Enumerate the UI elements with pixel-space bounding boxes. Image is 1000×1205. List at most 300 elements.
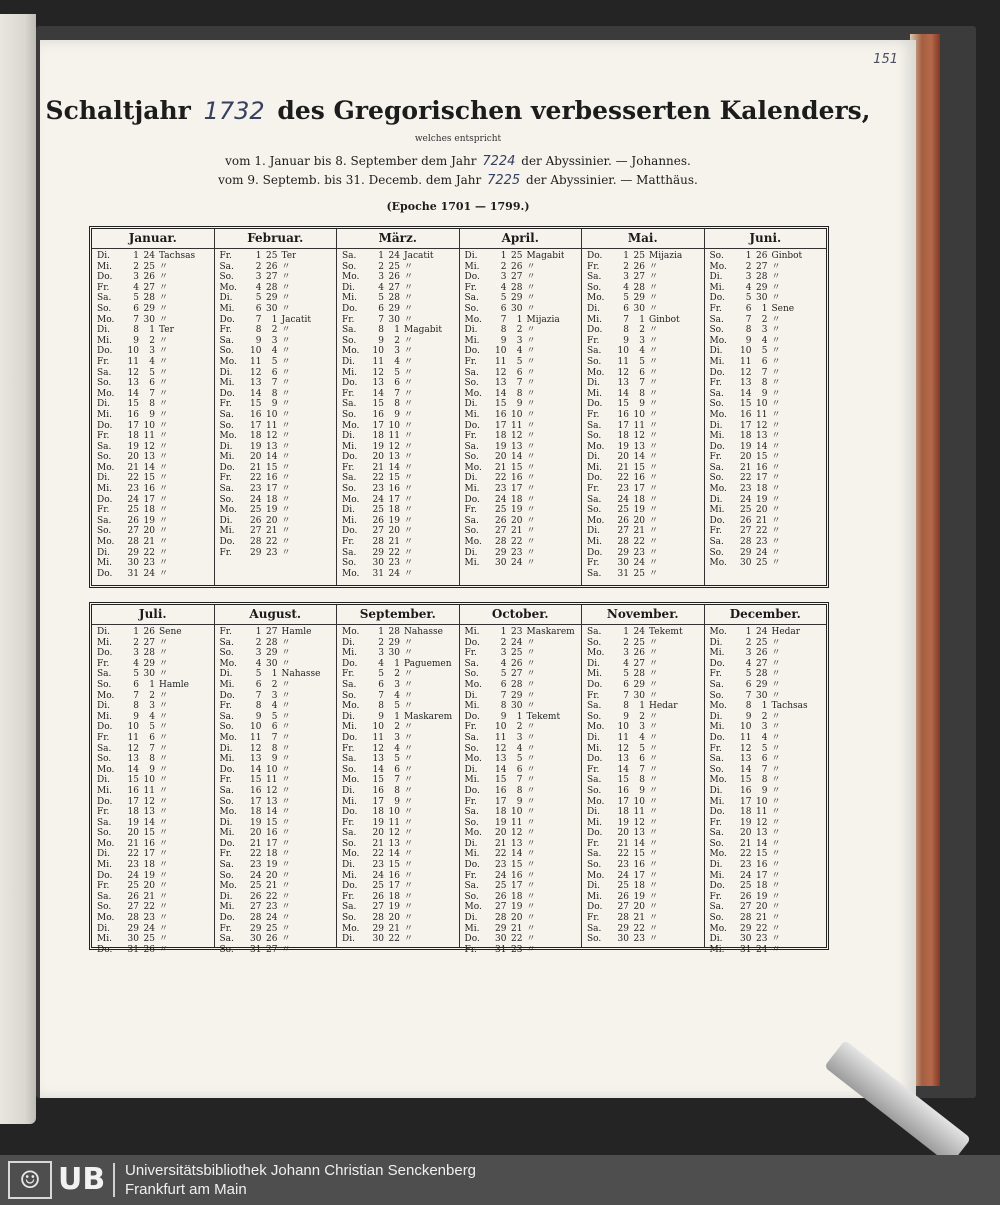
month-column xyxy=(92,229,215,585)
day-row xyxy=(92,336,214,347)
day-cell: 28 xyxy=(127,537,139,548)
weekday-cell: Mi. xyxy=(464,558,480,569)
day-row xyxy=(705,892,827,903)
ethiopian-month-cell: 〃 xyxy=(526,817,536,828)
ethiopian-month-cell: 〃 xyxy=(159,462,169,473)
day-row xyxy=(337,304,459,315)
weekday-cell: Sa. xyxy=(464,658,479,669)
ethiopian-month-cell: 〃 xyxy=(526,807,536,818)
day-cell: 6 xyxy=(378,303,384,314)
day-cell: 13 xyxy=(740,754,752,765)
day-cell: 26 xyxy=(372,891,384,902)
ethiopian-month-cell: 〃 xyxy=(771,764,781,775)
day-cell: 26 xyxy=(740,515,752,526)
ethiopian-month-cell: 〃 xyxy=(771,558,781,569)
day-cell: 26 xyxy=(250,515,262,526)
day-cell: 17 xyxy=(372,420,384,431)
ethiopian-month-cell: 〃 xyxy=(404,701,414,712)
ethiopian-month-cell: 〃 xyxy=(649,881,659,892)
ethiopian-day-cell: 10 xyxy=(266,409,278,420)
ethiopian-month-cell: 〃 xyxy=(404,785,414,796)
day-cell: 16 xyxy=(617,785,629,796)
ethiopian-month-cell: 〃 xyxy=(404,367,414,378)
day-cell: 31 xyxy=(740,944,752,955)
day-cell: 26 xyxy=(127,891,139,902)
ethiopian-month-cell: 〃 xyxy=(771,473,781,484)
day-row xyxy=(582,410,704,421)
ethiopian-day-cell: 2 xyxy=(761,711,768,722)
day-row xyxy=(460,797,582,808)
day-row xyxy=(337,924,459,935)
weekday-cell: Mo. xyxy=(219,807,237,818)
ethiopian-month-cell: 〃 xyxy=(649,817,659,828)
ethiopian-month-cell: 〃 xyxy=(159,558,169,569)
day-cell: 24 xyxy=(250,870,262,881)
ethiopian-month-cell: 〃 xyxy=(281,261,291,272)
day-row xyxy=(460,293,582,304)
ethiopian-day-cell: 28 xyxy=(511,282,523,293)
ethiopian-month-cell: Paguemen xyxy=(404,658,452,669)
ethiopian-month-cell: Tachsas xyxy=(159,251,196,261)
weekday-cell: Mi. xyxy=(342,293,357,304)
day-row xyxy=(705,473,827,484)
ethiopian-day-cell: 19 xyxy=(633,505,645,516)
ethiopian-day-cell: 29 xyxy=(756,282,768,293)
day-row xyxy=(460,346,582,357)
ethiopian-day-cell: 3 xyxy=(271,335,278,346)
ethiopian-month-cell: 〃 xyxy=(526,484,536,495)
day-cell: 9 xyxy=(378,711,384,722)
ethiopian-month-cell: 〃 xyxy=(649,732,659,743)
day-cell: 30 xyxy=(250,934,262,945)
weekday-cell: Fr. xyxy=(464,505,477,516)
day-row xyxy=(92,262,214,273)
month-column xyxy=(460,229,583,585)
day-cell: 4 xyxy=(133,282,139,293)
ethiopian-month-cell: 〃 xyxy=(404,335,414,346)
day-row xyxy=(215,495,337,506)
day-row xyxy=(92,389,214,400)
day-row xyxy=(460,924,582,935)
ethiopian-day-cell: 25 xyxy=(266,251,278,261)
day-row xyxy=(92,325,214,336)
ethiopian-month-cell: 〃 xyxy=(649,409,659,420)
day-row xyxy=(92,516,214,527)
ethiopian-day-cell: 5 xyxy=(149,367,155,378)
weekday-cell: Mi. xyxy=(709,648,725,659)
ethiopian-day-cell: 4 xyxy=(149,711,155,722)
day-cell: 21 xyxy=(127,462,139,473)
day-row xyxy=(215,262,337,273)
ethiopian-month-cell: Magabit xyxy=(526,251,565,261)
ethiopian-month-cell: 〃 xyxy=(526,754,536,765)
weekday-cell: Do. xyxy=(97,420,113,431)
day-row xyxy=(460,410,582,421)
weekday-cell: Di. xyxy=(464,913,478,924)
ethiopian-month-cell: 〃 xyxy=(281,860,291,871)
day-cell: 27 xyxy=(740,526,752,537)
weekday-cell: So. xyxy=(464,303,479,314)
weekday-cell: Sa. xyxy=(587,775,602,786)
ethiopian-month-cell: 〃 xyxy=(526,293,536,304)
weekday-cell: Mo. xyxy=(709,849,727,860)
day-row xyxy=(337,346,459,357)
ethiopian-month-cell: 〃 xyxy=(281,807,291,818)
weekday-cell: Mo. xyxy=(464,902,482,913)
weekday-cell: Fr. xyxy=(464,722,477,733)
weekday-cell: Mo. xyxy=(709,775,727,786)
weekday-cell: So. xyxy=(342,558,357,569)
ethiopian-month-cell: 〃 xyxy=(159,335,169,346)
day-cell: 23 xyxy=(127,484,139,495)
ethiopian-day-cell: 22 xyxy=(511,934,523,945)
weekday-cell: So. xyxy=(587,431,602,442)
day-cell: 15 xyxy=(495,399,507,410)
day-cell: 19 xyxy=(740,817,752,828)
ethiopian-day-cell: 9 xyxy=(639,399,645,410)
weekday-cell: Mi. xyxy=(709,870,725,881)
day-cell: 7 xyxy=(378,690,384,701)
ethiopian-month-cell: 〃 xyxy=(771,452,781,463)
ethiopian-day-cell: 28 xyxy=(633,669,645,680)
day-row xyxy=(460,548,582,559)
weekday-cell: Do. xyxy=(97,648,113,659)
ethiopian-day-cell: 29 xyxy=(633,293,645,304)
ethiopian-month-cell: 〃 xyxy=(526,849,536,860)
day-row xyxy=(460,421,582,432)
day-cell: 24 xyxy=(250,494,262,505)
weekday-cell: Fr. xyxy=(342,743,355,754)
ethiopian-month-cell: 〃 xyxy=(526,335,536,346)
month-column xyxy=(215,229,338,585)
day-row xyxy=(460,744,582,755)
day-row xyxy=(92,849,214,860)
day-row xyxy=(460,473,582,484)
day-cell: 23 xyxy=(250,860,262,871)
day-cell: 18 xyxy=(740,431,752,442)
day-row xyxy=(215,902,337,913)
ethiopian-day-cell: 15 xyxy=(388,473,400,484)
day-row xyxy=(460,315,582,326)
day-cell: 19 xyxy=(250,817,262,828)
day-cell: 10 xyxy=(740,346,752,357)
day-cell: 3 xyxy=(133,272,139,283)
month-column xyxy=(705,605,827,955)
ethiopian-month-cell: 〃 xyxy=(771,515,781,526)
day-row xyxy=(92,924,214,935)
ethiopian-day-cell: 16 xyxy=(388,870,400,881)
day-cell: 18 xyxy=(127,807,139,818)
ethiopian-day-cell: 9 xyxy=(149,409,155,420)
day-row xyxy=(337,871,459,882)
day-row xyxy=(215,442,337,453)
ethiopian-month-cell: Hedar xyxy=(771,627,801,637)
day-row xyxy=(705,272,827,283)
day-cell: 8 xyxy=(133,325,139,336)
ethiopian-day-cell: 11 xyxy=(388,817,400,828)
weekday-cell: Do. xyxy=(342,378,358,389)
day-cell: 28 xyxy=(250,913,262,924)
day-cell: 3 xyxy=(623,272,629,283)
day-row xyxy=(460,860,582,871)
ethiopian-month-cell: 〃 xyxy=(649,923,659,934)
weekday-cell: Di. xyxy=(587,303,600,314)
ethiopian-month-cell: 〃 xyxy=(649,711,659,722)
day-cell: 24 xyxy=(372,870,384,881)
day-cell: 31 xyxy=(372,568,384,579)
ethiopian-month-cell: 〃 xyxy=(771,722,781,733)
day-cell: 15 xyxy=(250,775,262,786)
ethiopian-month-cell: Nahasse xyxy=(404,627,443,637)
day-row xyxy=(92,293,214,304)
ethiopian-day-cell: 17 xyxy=(266,838,278,849)
day-row xyxy=(337,537,459,548)
day-cell: 2 xyxy=(500,637,507,648)
day-row xyxy=(92,701,214,712)
day-row xyxy=(92,786,214,797)
day-row xyxy=(460,558,582,569)
ethiopian-day-cell: 24 xyxy=(143,251,155,261)
ethiopian-month-cell: 〃 xyxy=(649,743,659,754)
weekday-cell: Mo. xyxy=(342,420,360,431)
day-row xyxy=(705,733,827,744)
ethiopian-month-cell: 〃 xyxy=(771,817,781,828)
day-row xyxy=(337,336,459,347)
ethiopian-day-cell: 30 xyxy=(633,303,645,314)
day-cell: 10 xyxy=(372,722,384,733)
ethiopian-month-cell: 〃 xyxy=(404,754,414,765)
day-row xyxy=(92,892,214,903)
ethiopian-day-cell: 13 xyxy=(511,441,523,452)
day-row xyxy=(215,807,337,818)
day-cell: 20 xyxy=(617,452,629,463)
ethiopian-month-cell: 〃 xyxy=(649,669,659,680)
ethiopian-month-cell: 〃 xyxy=(281,637,291,648)
day-cell: 21 xyxy=(617,838,629,849)
ethiopian-month-cell: 〃 xyxy=(649,441,659,452)
day-row xyxy=(215,283,337,294)
ethiopian-day-cell: 7 xyxy=(639,378,645,389)
day-row xyxy=(337,902,459,913)
ethiopian-month-cell: 〃 xyxy=(526,658,536,669)
day-row xyxy=(337,389,459,400)
day-row xyxy=(337,701,459,712)
weekday-cell: Do. xyxy=(219,537,235,548)
line2-text-b: der Abyssinier. — Matthäus. xyxy=(526,173,698,187)
ethiopian-month-cell: 〃 xyxy=(404,849,414,860)
ethiopian-month-cell: 〃 xyxy=(159,754,169,765)
ethiopian-day-cell: 18 xyxy=(266,494,278,505)
ethiopian-day-cell: 16 xyxy=(756,860,768,871)
ethiopian-month-cell: 〃 xyxy=(649,658,659,669)
day-row xyxy=(705,765,827,776)
day-cell: 5 xyxy=(133,293,139,304)
ethiopian-day-cell: 2 xyxy=(639,711,645,722)
ethiopian-day-cell: 26 xyxy=(756,648,768,659)
ethiopian-month-cell: 〃 xyxy=(159,356,169,367)
ethiopian-month-cell: 〃 xyxy=(159,272,169,283)
day-cell: 9 xyxy=(378,335,384,346)
ethiopian-month-cell: Tachsas xyxy=(771,701,808,712)
ethiopian-day-cell: 22 xyxy=(633,923,645,934)
ethiopian-month-cell: 〃 xyxy=(771,913,781,924)
day-cell: 11 xyxy=(250,732,262,743)
weekday-cell: Fr. xyxy=(97,505,110,516)
day-cell: 4 xyxy=(745,658,752,669)
ethiopian-day-cell: 23 xyxy=(633,547,645,558)
ethiopian-month-cell: 〃 xyxy=(404,568,414,579)
day-row xyxy=(705,722,827,733)
day-row xyxy=(337,463,459,474)
ethiopian-month-cell: 〃 xyxy=(404,648,414,659)
weekday-cell: Do. xyxy=(342,452,358,463)
ethiopian-day-cell: 2 xyxy=(394,335,400,346)
ethiopian-month-cell: 〃 xyxy=(526,828,536,839)
ethiopian-day-cell: 16 xyxy=(266,828,278,839)
ethiopian-month-cell: 〃 xyxy=(281,378,291,389)
weekday-cell: Fr. xyxy=(97,881,110,892)
ethiopian-day-cell: 22 xyxy=(756,526,768,537)
ethiopian-month-cell: 〃 xyxy=(526,431,536,442)
day-row xyxy=(92,744,214,755)
day-row xyxy=(582,346,704,357)
ethiopian-day-cell: 27 xyxy=(388,282,400,293)
ethiopian-day-cell: 23 xyxy=(633,934,645,945)
weekday-cell: Do. xyxy=(587,473,603,484)
day-row xyxy=(215,336,337,347)
ethiopian-day-cell: 27 xyxy=(756,658,768,669)
weekday-cell: Di. xyxy=(709,420,723,431)
day-cell: 1 xyxy=(255,627,262,637)
ethiopian-month-cell: 〃 xyxy=(649,282,659,293)
weekday-cell: Fr. xyxy=(464,944,477,955)
ethiopian-month-cell: 〃 xyxy=(281,399,291,410)
day-row xyxy=(215,410,337,421)
day-cell: 23 xyxy=(127,860,139,871)
day-cell: 7 xyxy=(500,690,507,701)
ethiopian-day-cell: 28 xyxy=(143,293,155,304)
ethiopian-month-cell: 〃 xyxy=(526,891,536,902)
day-list xyxy=(92,249,214,579)
day-row xyxy=(460,648,582,659)
day-cell: 31 xyxy=(127,568,139,579)
ethiopian-day-cell: 24 xyxy=(633,558,645,569)
ethiopian-day-cell: 29 xyxy=(756,679,768,690)
weekday-cell: Fr. xyxy=(219,325,232,336)
month-header: Juli. xyxy=(92,605,214,625)
day-row xyxy=(337,797,459,808)
day-row xyxy=(92,283,214,294)
day-row xyxy=(215,722,337,733)
day-row xyxy=(705,526,827,537)
weekday-cell: So. xyxy=(219,272,234,283)
ethiopian-month-cell: 〃 xyxy=(649,473,659,484)
day-row xyxy=(705,648,827,659)
day-cell: 8 xyxy=(623,701,629,712)
weekday-cell: So. xyxy=(342,764,357,775)
ethiopian-month-cell: 〃 xyxy=(771,431,781,442)
weekday-cell: Do. xyxy=(342,807,358,818)
ethiopian-month-cell: 〃 xyxy=(771,378,781,389)
ethiopian-month-cell: 〃 xyxy=(526,515,536,526)
ethiopian-day-cell: 8 xyxy=(271,743,278,754)
day-row xyxy=(337,431,459,442)
ethiopian-day-cell: 27 xyxy=(266,627,278,637)
ethiopian-day-cell: 29 xyxy=(143,658,155,669)
ethiopian-day-cell: 25 xyxy=(633,568,645,579)
ethiopian-month-cell: 〃 xyxy=(649,515,659,526)
day-row xyxy=(705,283,827,294)
ethiopian-day-cell: 18 xyxy=(756,881,768,892)
weekday-cell: Sa. xyxy=(219,637,234,648)
day-row xyxy=(460,839,582,850)
ethiopian-day-cell: 21 xyxy=(266,881,278,892)
weekday-cell: So. xyxy=(587,785,602,796)
month-column xyxy=(582,605,705,947)
weekday-cell: So. xyxy=(709,764,724,775)
weekday-cell: Fr. xyxy=(219,399,232,410)
ethiopian-month-cell: 〃 xyxy=(404,722,414,733)
day-row xyxy=(337,293,459,304)
weekday-cell: Mo. xyxy=(97,838,115,849)
day-cell: 29 xyxy=(740,923,752,934)
day-row xyxy=(460,283,582,294)
weekday-cell: Mi. xyxy=(97,934,112,945)
ethiopian-month-cell: 〃 xyxy=(771,484,781,495)
day-row xyxy=(215,463,337,474)
weekday-cell: So. xyxy=(464,669,479,680)
weekday-cell: So. xyxy=(97,378,112,389)
weekday-cell: So. xyxy=(587,934,602,945)
weekday-cell: Do. xyxy=(587,679,603,690)
weekday-cell: Sa. xyxy=(709,314,724,325)
ethiopian-day-cell: 4 xyxy=(761,335,768,346)
ethiopian-day-cell: 22 xyxy=(388,547,400,558)
day-cell: 19 xyxy=(495,441,507,452)
day-cell: 6 xyxy=(745,679,752,690)
ethiopian-day-cell: 7 xyxy=(516,378,523,389)
weekday-cell: So. xyxy=(587,860,602,871)
day-cell: 15 xyxy=(617,399,629,410)
ethiopian-day-cell: 16 xyxy=(633,473,645,484)
weekday-cell: Sa. xyxy=(464,881,479,892)
weekday-cell: Di. xyxy=(219,515,233,526)
day-cell: 19 xyxy=(127,817,139,828)
day-cell: 27 xyxy=(250,526,262,537)
weekday-cell: Sa. xyxy=(219,711,234,722)
weekday-cell: Mi. xyxy=(709,505,725,516)
day-cell: 14 xyxy=(250,764,262,775)
ethiopian-month-cell: 〃 xyxy=(404,537,414,548)
ethiopian-day-cell: 17 xyxy=(756,473,768,484)
ethiopian-month-cell: 〃 xyxy=(526,743,536,754)
weekday-cell: Mo. xyxy=(587,367,605,378)
weekday-cell: So. xyxy=(587,505,602,516)
day-row xyxy=(705,860,827,871)
ethiopian-day-cell: 9 xyxy=(271,754,278,765)
day-row xyxy=(460,680,582,691)
day-cell: 13 xyxy=(372,754,384,765)
weekday-cell: Mo. xyxy=(97,388,115,399)
day-row xyxy=(215,669,337,680)
day-row xyxy=(215,744,337,755)
ethiopian-month-cell: 〃 xyxy=(526,558,536,569)
day-cell: 29 xyxy=(127,547,139,558)
ethiopian-day-cell: 23 xyxy=(756,934,768,945)
weekday-cell: Do. xyxy=(587,547,603,558)
weekday-cell: So. xyxy=(219,346,234,357)
ethiopian-month-cell: 〃 xyxy=(404,547,414,558)
